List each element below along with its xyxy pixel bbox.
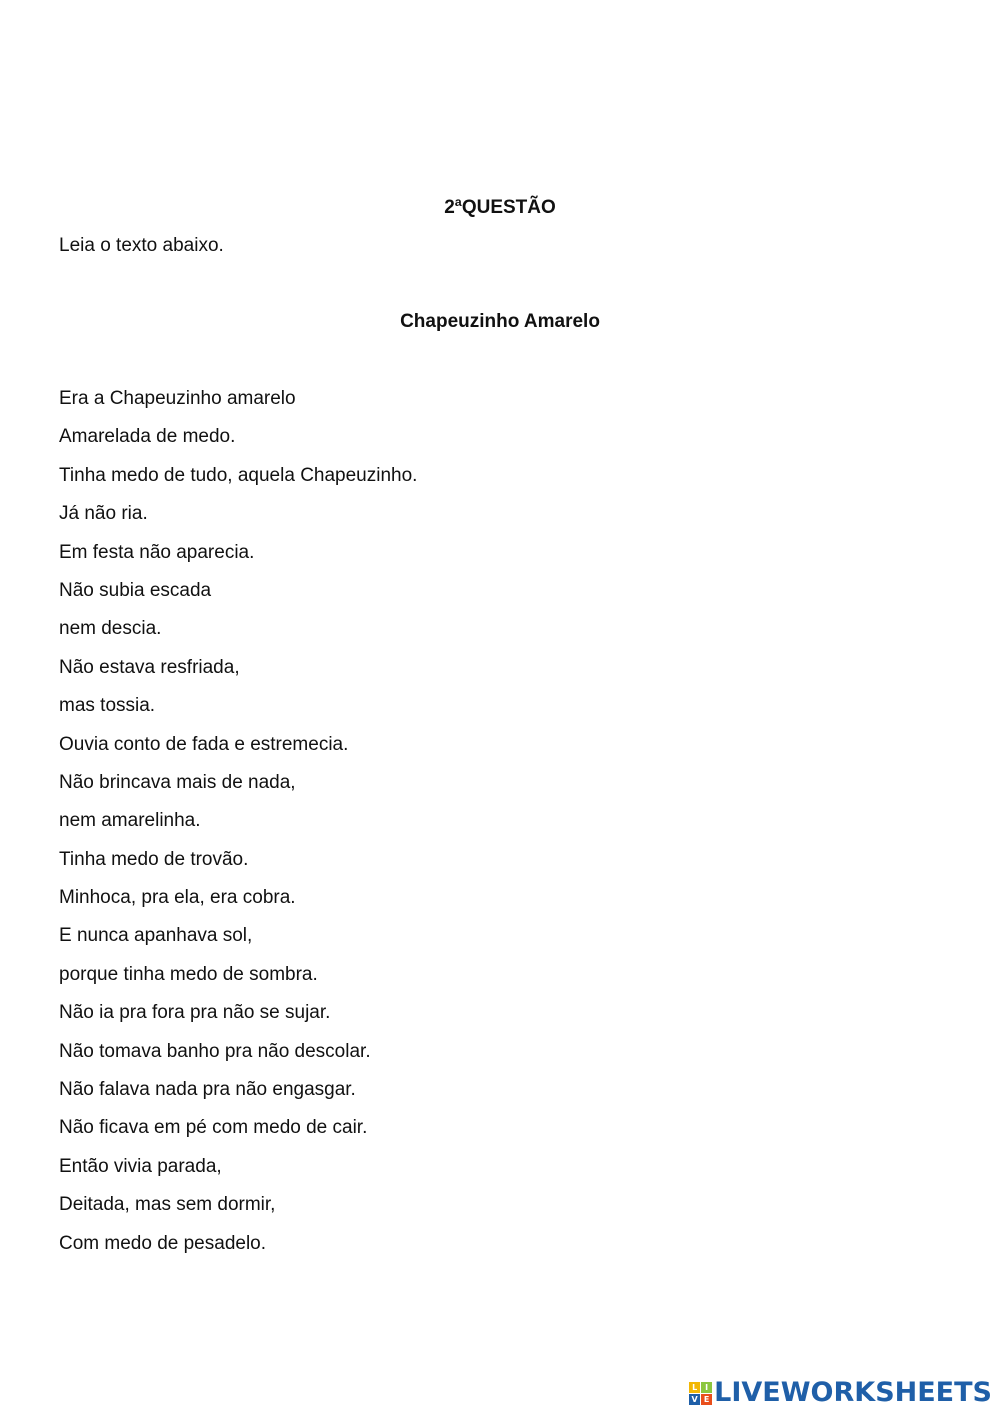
poem-line: E nunca apanhava sol, — [59, 925, 253, 947]
logo-mark-cell: L — [689, 1382, 700, 1393]
poem-line: Amarelada de medo. — [59, 426, 236, 448]
poem-line: Tinha medo de tudo, aquela Chapeuzinho. — [59, 464, 418, 486]
poem-line: Não brincava mais de nada, — [59, 771, 296, 793]
logo-mark-cell: E — [701, 1394, 712, 1405]
liveworksheets-logo — [689, 1377, 992, 1409]
poem-line: mas tossia. — [59, 695, 156, 717]
poem-line: Não subia escada — [59, 579, 212, 601]
poem-line: Em festa não aparecia. — [59, 541, 255, 563]
poem-line: Não ficava em pé com medo de cair. — [59, 1117, 368, 1139]
poem-line: Ouvia conto de fada e estremecia. — [59, 733, 349, 755]
poem-line: Minhoca, pra ela, era cobra. — [59, 887, 296, 909]
liveworksheets-wordmark: LIVEWORKSHEETS — [714, 1377, 992, 1408]
poem-line: Era a Chapeuzinho amarelo — [59, 388, 296, 409]
poem-line: Não estava resfriada, — [59, 656, 240, 678]
poem-line: Deitada, mas sem dormir, — [59, 1194, 276, 1216]
question-title: 2ªQUESTÃO — [444, 197, 556, 218]
liveworksheets-mark-icon — [689, 1382, 712, 1405]
poem-line: porque tinha medo de sombra. — [59, 963, 318, 985]
poem-line: Não ia pra fora pra não se sujar. — [59, 1002, 331, 1024]
poem-line: Não falava nada pra não engasgar. — [59, 1079, 356, 1101]
instruction-text: Leia o texto abaixo. — [59, 235, 224, 256]
poem-line: Não tomava banho pra não descolar. — [59, 1040, 371, 1062]
poem-line: nem descia. — [59, 618, 162, 640]
poem-title: Chapeuzinho Amarelo — [400, 311, 600, 332]
logo-mark-cell: I — [701, 1382, 712, 1393]
poem-line: Com medo de pesadelo. — [59, 1232, 267, 1254]
poem-line: Tinha medo de trovão. — [59, 848, 249, 870]
poem-line: Então vivia parada, — [59, 1155, 222, 1177]
poem-line: nem amarelinha. — [59, 810, 201, 832]
poem-line: Já não ria. — [59, 503, 148, 525]
logo-mark-cell: V — [689, 1394, 700, 1405]
poem-body — [59, 388, 417, 1271]
